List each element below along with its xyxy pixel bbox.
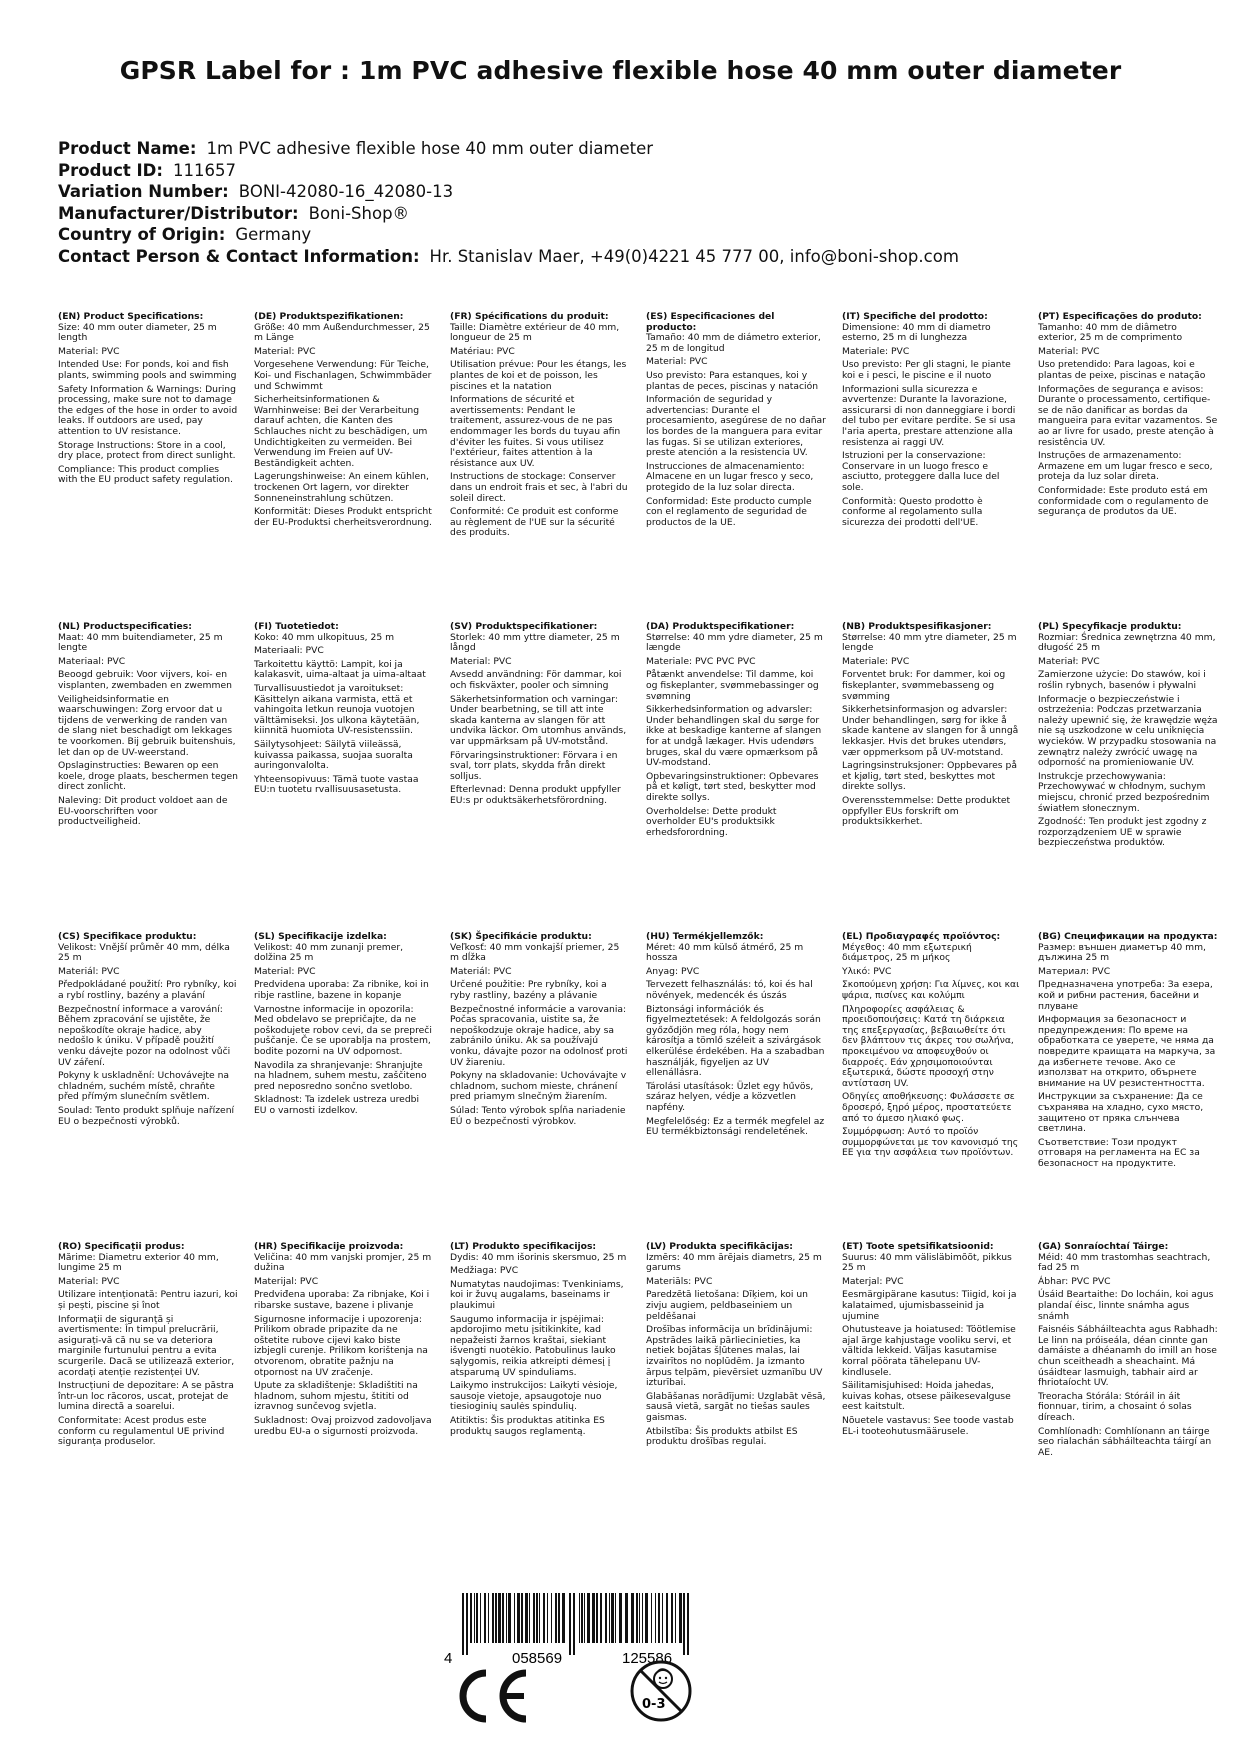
spec-line: Lagerungshinweise: An einem kühlen, trockenen Ort lagern, vor direkter Sonneneinstrahlung schützen. <box>254 471 429 504</box>
spec-block <box>1038 1242 1218 1461</box>
spec-block <box>58 622 238 831</box>
barcode-bar <box>539 1593 540 1643</box>
spec-block <box>1038 312 1218 521</box>
spec-line: Utilizare intenționată: Pentru iazuri, koi și pești, piscine și înot <box>58 1289 238 1311</box>
barcode-bar <box>611 1593 614 1643</box>
spec-line: Medžiaga: PVC <box>450 1265 519 1277</box>
spec-line: Materiale: PVC PVC PVC <box>646 655 756 667</box>
spec-line: Påtænkt anvendelse: Til damme, koi og fiskeplanter, svømmebassinger og svømning <box>646 669 819 702</box>
spec-heading: (SK) Špecifikácie produktu: <box>450 931 592 942</box>
spec-line: Størrelse: 40 mm ytre diameter, 25 m lengde <box>842 631 1017 654</box>
barcode-bar <box>596 1593 598 1643</box>
spec-line: Uso previsto: Para estanques, koi y plantas de peces, piscinas y natación <box>646 369 819 392</box>
info-key: Contact Person & Contact Information: <box>58 246 420 266</box>
barcode-bar <box>474 1593 475 1643</box>
contact-row <box>58 246 959 268</box>
spec-line: Uso pretendido: Para lagoas, koi e plantas de peixe, piscinas e natação <box>1038 359 1206 381</box>
info-key: Variation Number: <box>58 182 229 201</box>
spec-line: Megfelelőség: Ez a termék megfelel az EU termékbiztonsági rendeletének. <box>646 1115 825 1138</box>
spec-line: Vorgesehene Verwendung: Für Teiche, Koi- und Fischanlagen, Schwimmbäder und Schwimmt <box>254 359 432 392</box>
spec-line: Paredzētā lietošana: Dīķiem, koi un zivju augiem, peldbaseiniem un peldēšanai <box>646 1289 808 1322</box>
barcode-bar <box>584 1593 585 1643</box>
barcode-bar <box>569 1593 571 1655</box>
spec-block <box>1038 932 1218 1172</box>
spec-line: Sigurnosne informacije i upozorenja: Prilikom obrade pripazite da ne oštetite rubove cijevi kako biste izbjegli curenje. Prilikom korištenja na otvorenom, obratite pažnju na otpornost na UV zračenje. <box>254 1313 428 1378</box>
spec-line: Súlad: Tento výrobok spĺňa nariadenie EÚ o bezpečnosti výrobkov. <box>450 1104 626 1127</box>
barcode-bar <box>529 1593 530 1643</box>
info-key: Manufacturer/Distributor: <box>58 203 299 223</box>
spec-heading: (HR) Specifikacije proizvoda: <box>254 1241 404 1252</box>
barcode-digits-right: 125586 <box>622 1650 673 1667</box>
spec-line: Οδηγίες αποθήκευσης: Φυλάσσετε σε δροσερό, ξηρό μέρος, προστατεύετε από το άμεσο ηλιακό φως. <box>842 1091 1015 1124</box>
spec-line: Conformidad: Este producto cumple con el reglamento de seguridad de productos de la UE. <box>646 495 812 528</box>
spec-block <box>646 1242 826 1451</box>
barcode-bar <box>631 1593 634 1643</box>
spec-line: Storage Instructions: Store in a cool, dry place, protect from direct sunlight. <box>58 439 236 462</box>
spec-line: Instrucciones de almacenamiento: Almacene en un lugar fresco y seco, protegido de la luz solar directa. <box>646 460 814 493</box>
spec-heading: (FR) Spécifications du produit: <box>450 311 609 322</box>
spec-heading: (PL) Specyfikacje produktu: <box>1038 621 1182 632</box>
barcode-bar <box>625 1593 628 1643</box>
spec-line: Méret: 40 mm külső átmérő, 25 m hossza <box>646 941 804 964</box>
barcode-bar <box>615 1593 616 1643</box>
spec-line: Glabāšanas norādījumi: Uzglabāt vēsā, sausā vietā, sargāt no tiešas saules gaismas. <box>646 1390 826 1423</box>
spec-block <box>842 932 1022 1162</box>
label-title: GPSR Label for : 1m PVC adhesive flexible hose 40 mm outer diameter <box>119 56 1122 85</box>
spec-line: Atbilstība: Šis produkts atbilst ES produktu drošības regulai. <box>646 1425 798 1448</box>
spec-heading: (SV) Produktspecifikationer: <box>450 621 598 632</box>
country-of-origin-row <box>58 224 959 246</box>
spec-line: Συμμόρφωση: Αυτό το προϊόν συμμορφώνεται με τον κανονισμό της ΕΕ για την ασφάλεια των προϊόντων. <box>842 1126 1019 1159</box>
spec-line: Dimensione: 40 mm di diametro esterno, 25 m di lunghezza <box>842 321 991 344</box>
spec-heading: (NL) Productspecificaties: <box>58 621 192 632</box>
spec-heading: (EL) Προδιαγραφές προϊόντος: <box>842 931 1001 942</box>
spec-line: Faisnéis Sábháilteachta agus Rabhadh: Le linn na próiseála, déan cinnte gan damáiste a dhéanamh do imill an hose chun sceitheadh a sheachaint. Má úsáidtear lasmuigh, tabhair aird ar fhriotaíocht UV. <box>1038 1324 1218 1389</box>
spec-line: Overensstemmelse: Dette produktet oppfyller EUs forskrift om produktsikkerhet. <box>842 794 1011 828</box>
spec-line: Drošības informācija un brīdinājumi: Apstrādes laikā pārliecinieties, ka netiek bojātas šļūtenes malas, lai izvairītos no noplūdēm. Ja izmanto ārpus telpām, pievērsiet uzmanību UV izturībai. <box>646 1324 823 1389</box>
barcode-bar <box>619 1593 622 1643</box>
barcode-bar <box>687 1593 689 1655</box>
spec-line: Matériau: PVC <box>450 345 515 357</box>
barcode-bar <box>543 1593 545 1643</box>
spec-line: Sikkerhedsinformation og advarsler: Under behandlingen skal du sørge for ikke at beskadige kanterne af slangen for at undgå lækager. Hvis udendørs bruges, skal du være opmærksom på UV-modstand. <box>646 704 822 769</box>
spec-line: Materiale: PVC <box>842 345 910 357</box>
spec-line: Numatytas naudojimas: Tvenkiniams, koi ir žuvų augalams, baseinams ir plaukimui <box>450 1278 624 1311</box>
spec-line: Información de seguridad y advertencias: Durante el procesamiento, asegúrese de no dañar los bordes de la manguera para evitar las fugas. Si se utilizan exteriores, preste atención a la resistencia UV. <box>646 394 826 459</box>
spec-line: Materiál: PVC <box>58 965 120 977</box>
spec-line: Soulad: Tento produkt splňuje nařízení EU o bezpečnosti výrobků. <box>58 1104 235 1127</box>
spec-line: Conformidade: Este produto está em conformidade com o regulamento de segurança de produtos da UE. <box>1038 484 1209 518</box>
spec-line: Πληροφορίες ασφάλειας & προειδοποιήσεις: Κατά τη διάρκεια της επεξεργασίας, βεβαιωθείτε ότι δεν βλάπτουν τις άκρες του σωλήνα, προκειμένου να αποφευχθούν οι διαρροές. Εάν χρησιμοποιούνται εξωτερικά, δώστε προσοχή στην αντίσταση UV. <box>842 1003 1014 1089</box>
spec-line: Tárolási utasítások: Üzlet egy hűvös, száraz helyen, védje a közvetlen napfény. <box>646 1080 814 1113</box>
spec-line: Informazioni sulla sicurezza e avvertenze: Durante la lavorazione, assicurarsi di non danneggiare i bordi del tubo per evitare perdite. Se si usa l'aria aperta, prestare attenzione alla resistenza ai raggi UV. <box>842 383 1016 448</box>
info-key: Product Name: <box>58 139 197 158</box>
barcode-bar <box>502 1593 504 1643</box>
barcode-bar <box>547 1593 548 1643</box>
spec-line: Lagringsinstruksjoner: Oppbevares på et kjølig, tørt sted, beskyttes mot direkte sollys. <box>842 760 1017 793</box>
spec-heading: (ET) Toote spetsifikatsioonid: <box>842 1241 994 1252</box>
spec-line: Uso previsto: Per gli stagni, le piante koi e i pesci, le piscine e il nuoto <box>842 359 1011 381</box>
spec-line: Conformité: Ce produit est conforme au règlement de l'UE sur la sécurité des produits. <box>450 506 619 539</box>
spec-heading: (DE) Produktspezifikationen: <box>254 311 404 322</box>
manufacturer-row <box>58 203 959 225</box>
spec-line: Predviđena uporaba: Za ribnjake, Koi i ribarske sustave, bazene i plivanje <box>254 1289 430 1311</box>
spec-line: Atitiktis: Šis produktas atitinka ES produktų saugos reglamentą. <box>450 1414 605 1437</box>
spec-line: Eesmärgipärane kasutus: Tiigid, koi ja kalataimed, ujumisbasseinid ja ujumine <box>842 1289 1017 1322</box>
spec-line: Υλικό: PVC <box>842 965 892 977</box>
spec-heading: (NB) Produktspesifikasjoner: <box>842 621 992 632</box>
spec-block <box>1038 622 1218 852</box>
spec-line: Nõuetele vastavus: See toode vastab EL-i tooteohutusmäärusele. <box>842 1414 1014 1437</box>
spec-line: Materiaal: PVC <box>58 655 126 667</box>
spec-line: Utilisation prévue: Pour les étangs, les plantes de koi et de poisson, les piscines et la natation <box>450 359 627 392</box>
spec-line: Информация за безопасност и предупреждения: По време на обработката се уверете, че няма да повредите краищата на маркуча, за да избегнете течове. Ако се използват на открито, обърнете внимание на UV резистентността. <box>1038 1014 1216 1089</box>
barcode-bar <box>521 1593 523 1643</box>
spec-line: Informations de sécurité et avertissements: Pendant le traitement, assurez-vous de ne pas endommager les bords du tuyau afin d'éviter les fuites. Si vous utilisez l'extérieur, faites attention à la résistance aux UV. <box>450 394 621 469</box>
spec-block <box>58 312 238 489</box>
spec-line: Laikymo instrukcijos: Laikyti vėsioje, sausoje vietoje, apsaugotoje nuo tiesioginių saulės spindulių. <box>450 1380 618 1413</box>
barcode-bar <box>480 1593 481 1643</box>
spec-line: Koko: 40 mm ulkopituus, 25 m <box>254 631 395 643</box>
spec-line: Предназначена употреба: За езера, кой и рибни растения, басейни и плуване <box>1038 979 1213 1012</box>
spec-line: Veľkosť: 40 mm vonkajší priemer, 25 m dĺžka <box>450 941 620 964</box>
spec-line: Materiał: PVC <box>1038 655 1100 667</box>
spec-block <box>842 1242 1022 1440</box>
ean-barcode <box>440 1591 728 1667</box>
spec-line: Pokyny na skladovanie: Uchovávajte v chladnom, suchom mieste, chránení pred priamym slnečným žiarením. <box>450 1070 627 1103</box>
spec-heading: (EN) Product Specifications: <box>58 311 204 322</box>
barcode-bar <box>484 1593 486 1643</box>
barcode-bar <box>470 1593 472 1643</box>
spec-line: Conformitate: Acest produs este conform cu regulamentul UE privind siguranța produselor. <box>58 1414 225 1448</box>
barcode-bar <box>476 1593 478 1643</box>
barcode-bar <box>551 1593 552 1643</box>
spec-line: Material: PVC <box>58 1275 120 1287</box>
spec-heading: (ES) Especificaciones del producto: <box>646 311 775 333</box>
product-name-row <box>58 138 959 160</box>
spec-block <box>646 932 826 1141</box>
barcode-digits-left: 058569 <box>512 1650 563 1667</box>
spec-line: Informações de segurança e avisos: Durante o processamento, certifique-se de não danificar as bordas da mangueira para evitar vazamentos. Se ao ar livre for usado, preste atenção à resistência UV. <box>1038 383 1218 448</box>
barcode-bar <box>533 1593 535 1643</box>
spec-heading: (SL) Specifikacije izdelka: <box>254 931 387 942</box>
spec-line: Sikkerhetsinformasjon og advarsler: Under behandlingen, sørg for ikke å skade kantene av slangen for å unngå lekkasjer. Hvis det brukes utendørs, vær oppmerksom på UV-motstand. <box>842 704 1019 758</box>
barcode-bar <box>636 1593 638 1643</box>
spec-line: Predvidena uporaba: Za ribnike, koi in ribje rastline, bazene in kopanje <box>254 979 429 1001</box>
spec-line: Инструкции за съхранение: Да се съхранява на хладно, сухо място, защитено от пряка слънчева светлина. <box>1038 1091 1204 1135</box>
spec-line: Určené použitie: Pre rybníky, koi a ryby rastliny, bazény a plávanie <box>450 979 607 1001</box>
spec-line: Informații de siguranță și avertismente: În timpul prelucrării, asigurați-vă că nu se va deteriora marginile furtunului pentru a evita scurgerile. Dacă se utilizează exterior, acordați atenție rezistenței UV. <box>58 1313 235 1378</box>
spec-line: Maat: 40 mm buitendiameter, 25 m lengte <box>58 631 223 654</box>
spec-heading: (HU) Termékjellemzők: <box>646 931 764 942</box>
barcode-bar <box>536 1593 538 1643</box>
spec-line: Velikost: 40 mm zunanji premer, dolžina 25 m <box>254 941 404 964</box>
barcode-bar <box>683 1593 685 1655</box>
age-range-label: 0-3 <box>642 1697 666 1712</box>
spec-line: Forventet bruk: For dammer, koi og fiskeplanter, svømmebasseng og svømming <box>842 669 1006 702</box>
barcode-bar <box>498 1593 501 1643</box>
spec-line: Pokyny k uskladnění: Uchovávejte na chladném, suchém místě, chraňte před přímým slunečním světlem. <box>58 1070 230 1103</box>
spec-line: Intended Use: For ponds, koi and fish plants, swimming pools and swimming <box>58 359 237 381</box>
info-value: 111657 <box>172 160 236 180</box>
spec-line: Størrelse: 40 mm ydre diameter, 25 m længde <box>646 631 823 654</box>
spec-line: Zgodność: Ten produkt jest zgodny z rozporządzeniem UE w sprawie bezpieczeństwa produktów. <box>1038 816 1207 849</box>
product-info <box>58 138 959 267</box>
spec-line: Instruções de armazenamento: Armazene em um lugar fresco e seco, proteja da luz solar direta. <box>1038 450 1213 483</box>
spec-block <box>450 1242 630 1440</box>
barcode-digit-prefix: 4 <box>444 1650 453 1667</box>
spec-line: Konformität: Dieses Produkt entspricht der EU-Produktsi cherheitsverordnung. <box>254 506 432 528</box>
barcode-bar <box>655 1593 656 1643</box>
spec-block <box>254 932 434 1120</box>
spec-line: Tervezett felhasználás: tó, koi és hal növények, medencék és úszás <box>646 979 813 1001</box>
spec-line: Materiál: PVC <box>450 965 512 977</box>
spec-line: Comhlíonadh: Comhlíonann an táirge seo rialachán sábháilteachta táirgí an AE. <box>1038 1425 1212 1458</box>
spec-line: Istruzioni per la conservazione: Conservare in un luogo fresco e asciutto, proteggere dalla luce del sole. <box>842 450 1000 493</box>
spec-line: Material: PVC <box>646 356 708 368</box>
spec-line: Taille: Diamètre extérieur de 40 mm, longueur de 25 m <box>450 321 620 344</box>
spec-line: Beoogd gebruik: Voor vijvers, koi- en visplanten, zwembaden en zwemmen <box>58 669 232 691</box>
spec-line: Instrukcje przechowywania: Przechowywać w chłodnym, suchym miejscu, chronić przed bezpośrednim światłem słonecznym. <box>1038 770 1210 814</box>
spec-line: Material: PVC <box>58 345 120 357</box>
spec-line: Mărime: Diametru exterior 40 mm, lungime 25 m <box>58 1251 219 1274</box>
spec-line: Úsáid Beartaithe: Do locháin, koi agus plandaí éisc, linnte snámha agus snámh <box>1038 1289 1214 1322</box>
barcode-bar <box>666 1593 668 1643</box>
spec-line: Materjal: PVC <box>842 1275 904 1287</box>
variation-number-row <box>58 181 959 203</box>
barcode-bar <box>462 1593 464 1655</box>
spec-line: Biztonsági információk és figyelmeztetések: A feldolgozás során győződjön meg róla, hogy nem károsítja a tömlő széleit a szivárgások elkerülése érdekében. Ha a szabadban használják, figyeljen az UV ellenállásra. <box>646 1003 825 1079</box>
spec-line: Säilytysohjeet: Säilytä viileässä, kuivassa paikassa, suojaa suoralta auringonvalolta. <box>254 738 413 772</box>
spec-heading: (BG) Спецификации на продукта: <box>1038 931 1218 942</box>
spec-line: Size: 40 mm outer diameter, 25 m length <box>58 321 217 344</box>
spec-line: Předpokládané použití: Pro rybníky, koi a rybí rostliny, bazény a plavání <box>58 979 237 1001</box>
product-id-row <box>58 160 959 182</box>
spec-block <box>450 312 630 542</box>
ce-mark-icon <box>452 1668 530 1724</box>
spec-block <box>646 312 826 531</box>
spec-heading: (PT) Especificações do produto: <box>1038 311 1202 322</box>
barcode-bar <box>639 1593 640 1643</box>
info-value: Boni-Shop® <box>308 203 410 223</box>
spec-line: Efterlevnad: Denna produkt uppfyller EU:s pr oduktsäkerhetsförordning. <box>450 784 621 806</box>
spec-line: Izmērs: 40 mm ārējais diametrs, 25 m garums <box>646 1251 822 1274</box>
barcode-bar <box>605 1593 607 1643</box>
spec-line: Safety Information & Warnings: During processing, make sure not to damage the edges of the hose in order to avoid leaks. If outdoors are used, pay attention to UV resistance. <box>58 383 238 437</box>
spec-line: Размер: външен диаметър 40 mm, дължина 25 m <box>1038 941 1206 964</box>
info-value: Germany <box>235 225 312 244</box>
spec-heading: (LT) Produkto specifikacijos: <box>450 1241 597 1252</box>
spec-line: Veiligheidsinformatie en waarschuwingen: Zorg ervoor dat u tijdens de verwerking de randen van de slang niet beschadigt om lekkages te voorkomen. Bij gebruik buitenshuis, let dan op de UV-weerstand. <box>58 693 236 758</box>
spec-line: Material: PVC <box>1038 345 1100 357</box>
spec-line: Upute za skladištenje: Skladištiti na hladnom, suhom mjestu, štititi od izravnog sunčevog svjetla. <box>254 1380 418 1413</box>
spec-line: Saugumo informacija ir įspėjimai: apdorojimo metu įsitikinkite, kad nepažeisti žarnos kraštai, siekiant išvengti nuotėkio. Patobulinus lauko sąlygomis, reikia atkreipti dėmesį į atsparumą UV spinduliams. <box>450 1313 616 1378</box>
spec-line: Méid: 40 mm trastomhas seachtrach, fad 25 m <box>1038 1251 1211 1274</box>
spec-block <box>450 622 630 810</box>
info-key: Product ID: <box>58 160 163 180</box>
spec-line: Instructions de stockage: Conserver dans un endroit frais et sec, à l'abri du soleil direct. <box>450 471 628 504</box>
spec-block <box>58 932 238 1130</box>
info-key: Country of Origin: <box>58 225 226 244</box>
barcode-bar <box>679 1593 682 1643</box>
spec-heading: (FI) Tuotetiedot: <box>254 621 339 632</box>
info-value: BONI-42080-16_42080-13 <box>238 182 454 201</box>
barcode-bar <box>573 1593 575 1655</box>
spec-line: Dydis: 40 mm išorinis skersmuo, 25 m <box>450 1251 627 1263</box>
spec-line: Opslaginstructies: Bewaren op een koele, droge plaats, beschermen tegen direct zonlicht. <box>58 760 238 793</box>
barcode-bar <box>662 1593 663 1643</box>
barcode-bar <box>525 1593 528 1643</box>
barcode-bar <box>651 1593 652 1643</box>
barcode-bar <box>579 1593 580 1643</box>
barcode-bar <box>658 1593 660 1643</box>
barcode-bar <box>562 1593 565 1643</box>
spec-line: Navodila za shranjevanje: Shranjujte na hladnem, suhem mestu, zaščiteno pred neposredno sončno svetlobo. <box>254 1059 427 1092</box>
spec-line: Instrucțiuni de depozitare: A se păstra într-un loc răcoros, uscat, protejat de lumina directă a soarelui. <box>58 1380 234 1413</box>
spec-line: Ohutusteave ja hoiatused: Töötlemise ajal ärge kahjustage vooliku servi, et vältida lekkeid. Väljas kasutamise korral pöörata tähelepanu UV-kindlusele. <box>842 1324 1016 1378</box>
spec-line: Suurus: 40 mm välisläbimõõt, pikkus 25 m <box>842 1251 1012 1274</box>
barcode-bar <box>555 1593 557 1643</box>
barcode-bar <box>581 1593 583 1643</box>
barcode-bar <box>587 1593 590 1643</box>
spec-line: Skladnost: Ta izdelek ustreza uredbi EU o varnosti izdelkov. <box>254 1094 420 1116</box>
barcode-bar <box>514 1593 515 1643</box>
spec-block <box>58 1242 238 1451</box>
spec-line: Materiaali: PVC <box>254 645 324 657</box>
barcode-bar <box>645 1593 648 1643</box>
spec-line: Съответствие: Този продукт отговаря на регламента на ЕС за безопасност на продуктите. <box>1038 1136 1200 1169</box>
spec-line: Veličina: 40 mm vanjski promjer, 25 m dužina <box>254 1251 432 1274</box>
spec-line: Materiale: PVC <box>842 655 910 667</box>
barcode-bar <box>600 1593 602 1643</box>
spec-line: Zamierzone użycie: Do stawów, koi i roślin rybnych, basenów i pływalni <box>1038 669 1206 691</box>
spec-line: Größe: 40 mm Außendurchmesser, 25 m Länge <box>254 321 430 344</box>
spec-line: Ábhar: PVC PVC <box>1038 1275 1111 1287</box>
spec-line: Yhteensopivuus: Tämä tuote vastaa EU:n tuotetu rvallisuusasetusta. <box>254 773 419 796</box>
spec-line: Velikost: Vnější průměr 40 mm, délka 25 m <box>58 941 230 964</box>
barcode-bar <box>506 1593 507 1643</box>
spec-block <box>254 1242 434 1440</box>
spec-heading: (GA) Sonraíochtaí Táirge: <box>1038 1241 1169 1252</box>
spec-line: Förvaringsinstruktioner: Förvara i en sval, torr plats, skydda från direkt solljus. <box>450 749 618 782</box>
spec-line: Avsedd användning: För dammar, koi och fiskväxter, pooler och simning <box>450 669 622 691</box>
spec-line: Materiāls: PVC <box>646 1275 713 1287</box>
spec-line: Sicherheitsinformationen & Warnhinweise: Bei der Verarbeitung darauf achten, die Kanten des Schlauches nicht zu beschädigen, um Undichtigkeiten zu vermeiden. Bei Verwendung im Freien auf UV-Beständigkeit achten. <box>254 394 428 469</box>
spec-line: Conformità: Questo prodotto è conforme al regolamento sulla sicurezza dei prodotti dell'UE. <box>842 495 983 528</box>
spec-line: Material: PVC <box>254 965 316 977</box>
spec-block <box>842 622 1022 831</box>
spec-line: Informacje o bezpieczeństwie i ostrzeżenia: Podczas przetwarzania należy upewnić się, że krawędzie węża nie są uszkodzone w celu uniknięcia wycieków. W przypadku stosowania na zewnątrz należy zwrócić uwagę na odporność na promieniowanie UV. <box>1038 693 1218 769</box>
spec-line: Σκοπούμενη χρήση: Για λίμνες, κοι και ψάρια, πισίνες και κολύμπι <box>842 979 1020 1001</box>
spec-line: Materijal: PVC <box>254 1275 319 1287</box>
info-value: 1m PVC adhesive flexible hose 40 mm outer diameter <box>206 139 654 158</box>
barcode-bar <box>558 1593 560 1643</box>
spec-line: Naleving: Dit product voldoet aan de EU-voorschriften voor productveiligheid. <box>58 794 228 828</box>
spec-line: Treoracha Stórála: Stóráil in áit fionnuar, tirim, a chosaint ó solas díreach. <box>1038 1390 1192 1423</box>
spec-line: Bezpečnostné informácie a varovania: Počas spracovania, uistite sa, že nepoškodzuje okraje hadice, aby sa zabránilo úniku. Ak sa používajú vonku, dávajte pozor na odolnosť proti UV žiareniu. <box>450 1003 628 1068</box>
barcode-bar <box>642 1593 643 1643</box>
spec-heading: (IT) Specifiche del prodotto: <box>842 311 988 322</box>
barcode-bar <box>609 1593 610 1643</box>
spec-line: Overholdelse: Dette produkt overholder EU's produktsikk erhedsforordning. <box>646 805 777 838</box>
spec-line: Säilitamisjuhised: Hoida jahedas, kuivas kohas, otsese päikesevalguse eest kaitstult. <box>842 1380 1011 1413</box>
spec-block <box>842 312 1022 531</box>
spec-line: Anyag: PVC <box>646 965 700 977</box>
spec-line: Tarkoitettu käyttö: Lampit, koi ja kalakasvit, uima-altaat ja uima-altaat <box>254 658 426 681</box>
barcode-bar <box>508 1593 511 1643</box>
spec-line: Material: PVC <box>254 345 316 357</box>
spec-heading: (LV) Produkta specifikācijas: <box>646 1241 793 1252</box>
spec-heading: (RO) Specificații produs: <box>58 1241 185 1252</box>
barcode-bar <box>488 1593 489 1643</box>
barcode-bar <box>492 1593 494 1643</box>
spec-block <box>254 622 434 799</box>
not-for-children-0-3-icon <box>628 1658 694 1724</box>
spec-line: Turvallisuustiedot ja varoitukset: Käsittelyn aikana varmista, että et vahingoita letkun reunoja vuotojen välttämiseksi. Jos ulkona käytetään, kiinnitä huomiota UV-resistenssiin. <box>254 682 420 737</box>
spec-line: Varnostne informacije in opozorila: Med obdelavo se prepričajte, da ne poškodujete robov cevi, da se prepreči puščanje. Če se uporablja na prostem, bodite pozorni na UV odpornost. <box>254 1003 432 1057</box>
barcode-bar <box>517 1593 520 1643</box>
barcode-bar <box>592 1593 595 1643</box>
spec-line: Säkerhetsinformation och varningar: Under bearbetning, se till att inte skada kanterna av slangen för att undvika läckor. Om utomhus används, var uppmärksam på UV-motstånd. <box>450 693 627 747</box>
spec-line: Compliance: This product complies with the EU product safety regulation. <box>58 463 233 486</box>
spec-line: Bezpečnostní informace a varování: Během zpracování se ujistěte, že nepoškodíte okraje hadice, aby nedošlo k úniku. V případě použití venku dávejte pozor na odolnost vůči UV záření. <box>58 1003 231 1068</box>
spec-line: Opbevaringsinstruktioner: Opbevares på et køligt, tørt sted, beskytter mod direkte sollys. <box>646 770 819 803</box>
spec-line: Material: PVC <box>450 655 512 667</box>
barcode-bar <box>466 1593 468 1655</box>
spec-line: Tamanho: 40 mm de diâmetro exterior, 25 m de comprimento <box>1038 321 1183 344</box>
barcode-bar <box>675 1593 676 1643</box>
barcode-bar <box>495 1593 497 1643</box>
spec-block <box>254 312 434 531</box>
spec-line: Μέγεθος: 40 mm εξωτερική διάμετρος, 25 m μήκος <box>842 941 972 964</box>
spec-heading: (DA) Produktspecifikationer: <box>646 621 795 632</box>
spec-block <box>646 622 826 841</box>
barcode-bar <box>671 1593 673 1643</box>
spec-line: Storlek: 40 mm yttre diameter, 25 m långd <box>450 631 620 654</box>
spec-heading: (CS) Specifikace produktu: <box>58 931 197 942</box>
spec-line: Rozmiar: Średnica zewnętrzna 40 mm, długość 25 m <box>1038 631 1216 654</box>
spec-line: Sukladnost: Ovaj proizvod zadovoljava uredbu EU-a o sigurnosti proizvoda. <box>254 1414 432 1437</box>
spec-block <box>450 932 630 1130</box>
spec-line: Tamaño: 40 mm de diámetro exterior, 25 m de longitud <box>646 332 821 354</box>
info-value: Hr. Stanislav Maer, +49(0)4221 45 777 00, info@boni-shop.com <box>429 246 959 266</box>
spec-line: Материал: PVC <box>1038 965 1111 977</box>
